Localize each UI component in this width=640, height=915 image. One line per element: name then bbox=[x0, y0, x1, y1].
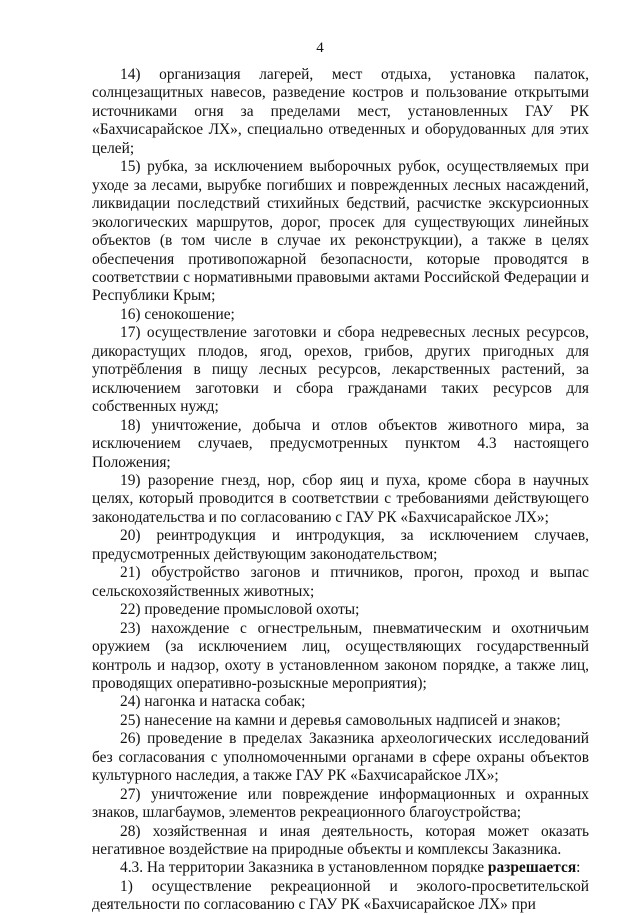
list-item: 16) сенокошение; bbox=[120, 305, 235, 323]
page-number: 4 bbox=[316, 40, 324, 56]
list-item: 14) организация лагерей, мест отдыха, установка палаток, солнцезащитных навесов, разведение костров и пользование открытыми источниками огня за пределами мест, установленных ГАУ РК «Бахчисарайское ЛХ», специально отведенных и оборудованных для этих целей; bbox=[92, 66, 589, 157]
section-intro-text: 4.3. На территории Заказника в установленном порядке bbox=[120, 859, 488, 877]
list-item: 1) осуществление рекреационной и эколого-просветительской деятельности по согласованию с ГАУ РК «Бахчисарайское ЛХ» при bbox=[92, 877, 589, 914]
document-body bbox=[92, 66, 589, 915]
list-item: 15) рубка, за исключением выборочных рубок, осуществляемых при уходе за лесами, вырубке погибших и поврежденных лесных насаждений, ликвидации последствий стихийных бедствий, расчистке экскурсионных экологических маршрутов, дорог, просек для существующих линейных объектов (в том числе в случае их реконструкции), а также в целях обеспечения противопожарной безопасности, которые проводятся в соответствии с нормативными правовыми актами Российской Федерации и Республики Крым; bbox=[92, 158, 589, 305]
list-item: 20) реинтродукция и интродукция, за исключением случаев, предусмотренных действующим законодательством; bbox=[92, 527, 589, 563]
list-item: 22) проведение промысловой охоты; bbox=[120, 601, 360, 619]
section-intro-colon: : bbox=[576, 859, 581, 877]
list-item: 23) нахождение с огнестрельным, пневматическим и охотничьим оружием (за исключением лиц, осуществляющих государственный контроль и надзор, охоту в установленном законом порядке, а также лиц, проводящих оперативно-розыскные мероприятия); bbox=[92, 619, 589, 692]
list-item: 19) разорение гнезд, нор, сбор яиц и пуха, кроме сбора в научных целях, который проводится в соответствии с требованиями действующего законодательства и по согласованию с ГАУ РК «Бахчисарайское ЛХ»; bbox=[92, 471, 589, 526]
list-item: 25) нанесение на камни и деревья самовольных надписей и знаков; bbox=[120, 711, 561, 729]
list-item: 18) уничтожение, добыча и отлов объектов животного мира, за исключением случаев, предусмотренных пунктом 4.3 настоящего Положения; bbox=[92, 416, 589, 471]
list-item: 27) уничтожение или повреждение информационных и охранных знаков, шлагбаумов, элементов рекреационного благоустройства; bbox=[92, 785, 589, 822]
list-item: 17) осуществление заготовки и сбора недревесных лесных ресурсов, дикорастущих плодов, ягод, орехов, грибов, других пригодных для употрёбления в пищу лесных ресурсов, лекарственных растений, за исключением заготовки и сбора гражданами таких ресурсов для собственных нужд; bbox=[92, 324, 589, 416]
list-item: 21) обустройство загонов и птичников, прогон, проход и выпас сельскохозяйственных животных; bbox=[92, 564, 589, 600]
list-item: 28) хозяйственная и иная деятельность, которая может оказать негативное воздействие на природные объекты и комплексы Заказника. bbox=[92, 822, 589, 859]
section-heading-paragraph bbox=[92, 859, 589, 877]
list-item: 26) проведение в пределах Заказника археологических исследований без согласования с уполномоченными органами в сфере охраны объектов культурного наследия, а также ГАУ РК «Бахчисарайское ЛХ»; bbox=[92, 730, 589, 785]
permitted-keyword: разрешается bbox=[487, 859, 577, 877]
list-item: 24) нагонка и натаска собак; bbox=[120, 693, 306, 711]
